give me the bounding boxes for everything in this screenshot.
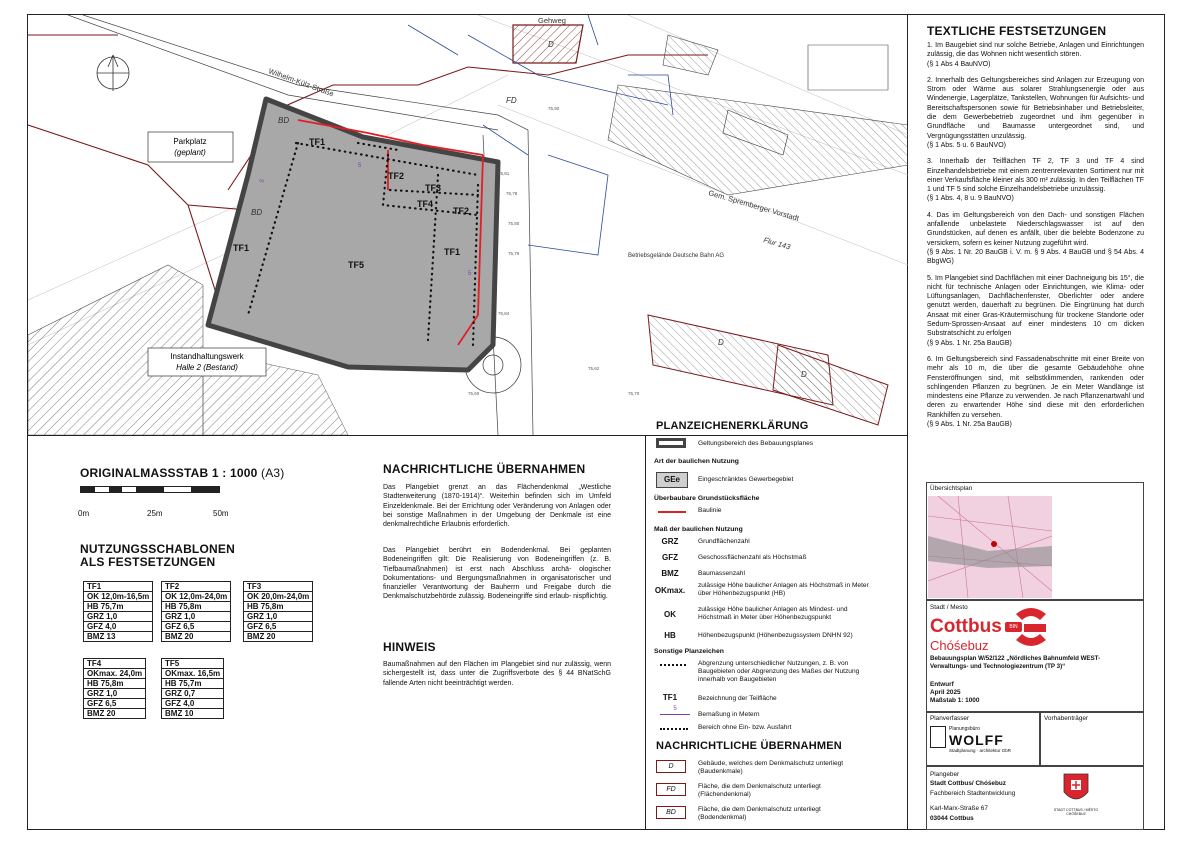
svg-text:TF2: TF2 [453,206,470,216]
legend-bemassung: Bemaßung in Metern [698,711,760,718]
schablone-tf3: TF3 OK 20,0m-24,0m HB 75,8m GRZ 1,0 GFZ 6,5 BMZ 20 [243,581,313,642]
schablone-tf1: TF1 OK 12,0m-16,5m HB 75,7m GRZ 1,0 GFZ 4,0 BMZ 13 [83,581,153,642]
svg-text:D: D [548,40,554,49]
schablonen-title: NUTZUNGSSCHABLONEN ALS FESTSETZUNGEN [80,542,235,569]
legend-bd-symbol: BD [656,806,686,819]
plan-map [28,15,908,435]
legend-abgrenzung-symbol [660,664,686,666]
schablone-tf4: TF4 OKmax. 24,0m HB 75,8m GRZ 1,0 GFZ 6,5 BMZ 20 [83,658,146,719]
wolff-name: WOLFF [949,732,1004,748]
schablone-tf5: TF5 OKmax. 16,5m HB 75,7m GRZ 0,7 GFZ 4,0 BMZ 10 [161,658,224,719]
svg-text:D: D [801,370,807,379]
uebersicht-label: Übersichtsplan [930,485,973,492]
cottbus-brand: Cottbus [930,616,1002,637]
svg-text:75,70: 75,70 [628,391,640,396]
legend-art-title: Art der baulichen Nutzung [654,458,739,465]
legend-sonstige-title: Sonstige Planzeichen [654,648,724,655]
cottbus-brand-sorb: Chóśebuz [930,638,989,653]
svg-text:BD: BD [278,116,290,125]
nachrichtlich-title: NACHRICHTLICHE ÜBERNAHMEN [383,462,586,476]
plangeber-text: Plangeber Stadt Cottbus/ Chóśebuz Fachbereich Stadtentwicklung Karl-Marx-Straße 67 03044 Cottbus [930,771,1016,822]
scale-tick-0: 0m [78,509,90,518]
textliche-list: 1. Im Baugebiet sind nur solche Betriebe, Anlagen und Einrichtungen zulässig, die das Wohnen nicht wesentlich stören. (§ 1 Abs 4 BauNVO) 2. Innerhalb des Geltungsbereiches sind Anlagen zur Erzeugung von Strom oder Wärme aus solarer Strahlungsenergie oder aus Windenergie, Lagerplätze, Tankstellen, Wohnungen für Aufsichts- und Bereitschaftspersonen sowie für Betriebsinhaber und Betriebsleiter, die dem Gewerbebetrieb zugeordnet und ihm gegenüber in Grundfläche und Baumasse untergeordnet sind, und Vergnügungsstätten unzulässig. (§ 1 Abs. 5 u. 6 BauNVO) 3. Innerhalb der Teilflächen TF 2, TF 3 und TF 4 sind Einzelhandelsbetriebe mit einem zentrenrelevanten Sortiment nur mit einer Verkaufsfläche kleiner als 300 m² zulässig. In den Teilflächen TF 1 und TF 5 sind solche Einzelhandelsbetriebe unzulässig. (§ 1 Abs. 4, 8 u. 9 BauNVO) 4. Das im Geltungsbereich von den Dach- und sonstigen Flächen anfallende unbelastete Niederschlagswasser ist auf den Grundstücken, auf denen es anfällt, über die belebte Bodenzone zu versickern, sofern es keiner Nutzung zugeführt wird. (§ 9 Abs. 1 Nr. 20 BauGB i. V. m. § 9 Abs. 4 BauGB und § 54 Abs. 4 BbgWG) 5. Im Plangebiet sind Dachflächen mit einer Dachneigung bis 15°, die nicht für technische Anlagen oder Einrichtungen, wie Klima- oder Lüftungsanlagen, Dachflächenfenster, Oberlichter oder andere genutzt werden, dauerhaft zu begrünen. Die Eingrünung hat durch Ansaat mit einer Gras-Kräutermischung für trockene Standorte oder Sedum-Sprossen-Ansaat auf einer mindestens 10 cm dicken Substratschicht zu erfolgen (§ 9 Abs. 1 Nr. 25a BauGB) 6. Im Geltungsbereich sind Fassadenabschnitte mit einer Breite von mehr als 10 m, die über die gesamte Gebäudehöhe ohne Fensteröffnungen sind, mit selbstklimmenden, rankenden oder schlingenden Pflanzen zu begrünen. Je ein Meter Wandlänge ist mindestens eine Pflanze zu verwenden. Je nach Pflanzenartwahl und deren zu erwartender Höhe sind diese mit den erforderlichen Rankhilfen zu versehen. (§ 9 Abs. 1 Nr. 25a BauGB) [927,42,1144,428]
legend-baulinie: Baulinie [698,507,722,514]
geltungsbereich [208,99,498,370]
scale-title: ORIGINALMASSSTAB 1 : 1000 (A3) [80,466,285,480]
svg-text:TF1: TF1 [309,137,326,147]
svg-text:TF4: TF4 [417,199,434,209]
svg-text:75,78: 75,78 [506,191,518,196]
svg-text:Flur 143: Flur 143 [762,235,792,252]
svg-text:Betriebsgelände Deutsche Bahn: Betriebsgelände Deutsche Bahn AG [628,253,725,259]
wolff-logo-icon [930,726,946,748]
scale-tick-50: 50m [213,509,229,518]
nachrichtlich-p1: Das Plangebiet grenzt an das Flächendenkmal „Westliche Stadterweiterung (1870-1914)“. Weiterhin befinden sich im Umfeld Einzeldenkmale. Bei der Errichtung oder Veränderung von Anlagen oder bei sonstige Maßnahmen in der Umgebung der Denkmale ist eine denkmalrechtliche Erlaubnis erforderlich. [383,484,611,529]
schablone-title: TF1 [84,582,153,592]
legend-tf-symbol: TF1 [662,693,678,702]
legend-gee-symbol: GEe [656,472,688,488]
svg-text:TF3: TF3 [425,183,442,193]
textliche-title: TEXTLICHE FESTSETZUNGEN [927,24,1107,38]
legend-ausfahrt: Bereich ohne Ein- bzw. Ausfahrt [698,724,792,731]
hinweis-text: Baumaßnahmen auf den Flächen im Plangebiet sind nur zulässig, wenn sichergestellt ist, dass unter die Zugriffsverbote des § 44 BNatSchG fallende Arten nicht beeinträchtigt werden. [383,661,611,687]
svg-text:5: 5 [358,163,362,169]
legend-nachr-title: NACHRICHTLICHE ÜBERNAHMEN [656,740,842,752]
svg-text:Gehweg: Gehweg [538,16,566,25]
svg-text:TF1: TF1 [444,247,461,257]
plan-title: Bebauungsplan W/52/122 „Nördliches Bahnumfeld WEST- Verwaltungs- und Technologiezentrum (TP 3)“ [930,655,1101,670]
svg-text:(geplant): (geplant) [174,148,206,157]
legend-ausfahrt-symbol [660,728,688,730]
svg-text:Wilhelm-Külz-Straße: Wilhelm-Külz-Straße [267,66,336,99]
scale-bar [80,486,220,493]
svg-text:75,60: 75,60 [468,391,480,396]
svg-text:Gem. Spremberger Vorstadt: Gem. Spremberger Vorstadt [707,188,801,223]
city-coat-of-arms-icon [1062,772,1090,806]
legend-tf: Bezeichnung der Teilfläche [698,695,777,702]
svg-text:75,79: 75,79 [508,251,520,256]
map-bottom-line [27,435,907,436]
plan-drawing [28,15,908,435]
svg-text:75,80: 75,80 [508,221,520,226]
legend-mass-title: Maß der baulichen Nutzung [654,526,743,533]
svg-text:TF2: TF2 [388,171,405,181]
legend-ueberbau-title: Überbaubare Grundstücksfläche [654,495,760,502]
plan-status: Entwurf April 2025 Maßstab 1: 1000 [930,681,980,705]
scale-tick-25: 25m [147,509,163,518]
svg-text:Parkplatz: Parkplatz [173,137,207,146]
svg-text:TF5: TF5 [348,260,365,270]
svg-text:BD: BD [251,208,263,217]
legend-d-symbol: D [656,760,686,773]
svg-text:5: 5 [468,271,472,277]
bin-badge: BIN [1005,622,1022,632]
legende-title: PLANZEICHENERKLÄRUNG [656,420,809,432]
hinweis-title: HINWEIS [383,640,436,654]
svg-text:75,81: 75,81 [498,171,510,176]
legend-abgrenzung: Abgrenzung unterschiedlicher Nutzungen, z. B. von Baugebieten oder Abgrenzung des Maßes der Nutzung innerhalb von Baugebieten [698,660,860,683]
svg-text:Halle 2 (Bestand): Halle 2 (Bestand) [176,363,238,372]
uebersicht-map [928,496,1052,598]
legend-bemassung-symbol: 5 [673,706,677,712]
svg-text:TF1: TF1 [233,243,250,253]
legend-gee: Eingeschränktes Gewerbegebiet [698,476,794,483]
legend-fd-symbol: FD [656,783,686,796]
svg-text:5: 5 [259,178,267,184]
north-arrow-icon [97,55,129,91]
legend-baulinie-symbol [658,511,686,513]
schablone-tf2: TF2 OK 12,0m-24,0m HB 75,8m GRZ 1,0 GFZ 6,5 BMZ 20 [161,581,231,642]
svg-text:D: D [718,338,724,347]
svg-text:Instandhaltungswerk: Instandhaltungswerk [170,352,244,361]
cottbus-logo-icon [1010,606,1052,648]
stadt-label: Stadt / Mesto [930,604,968,611]
legend-divider [645,435,646,830]
legend-geltungsbereich: Geltungsbereich des Bebauungsplanes [698,440,814,447]
legend-geltungsbereich-symbol [656,438,686,448]
svg-text:75,84: 75,84 [498,311,510,316]
svg-text:75,90: 75,90 [548,106,560,111]
svg-text:FD: FD [506,96,517,105]
nachrichtlich-p2: Das Plangebiet berührt ein Bodendenkmal. Bei geplanten Bodeneingriffen gilt: Die Realisierung von Bodeneingriffen (z. B. Tiefbaumaßnahmen) ist erst nach Abschluss archä- ologischer Dokumentations- und Bergungsmaßnahmen in organisatorischer und finanzieller Verantwortung der Bauherrn und Freigabe durch die Denkmalschutzbehörde zulässig. Bodeneingriffe sind erlaub- nispflichtig. [383,547,611,601]
svg-text:75,62: 75,62 [588,366,600,371]
